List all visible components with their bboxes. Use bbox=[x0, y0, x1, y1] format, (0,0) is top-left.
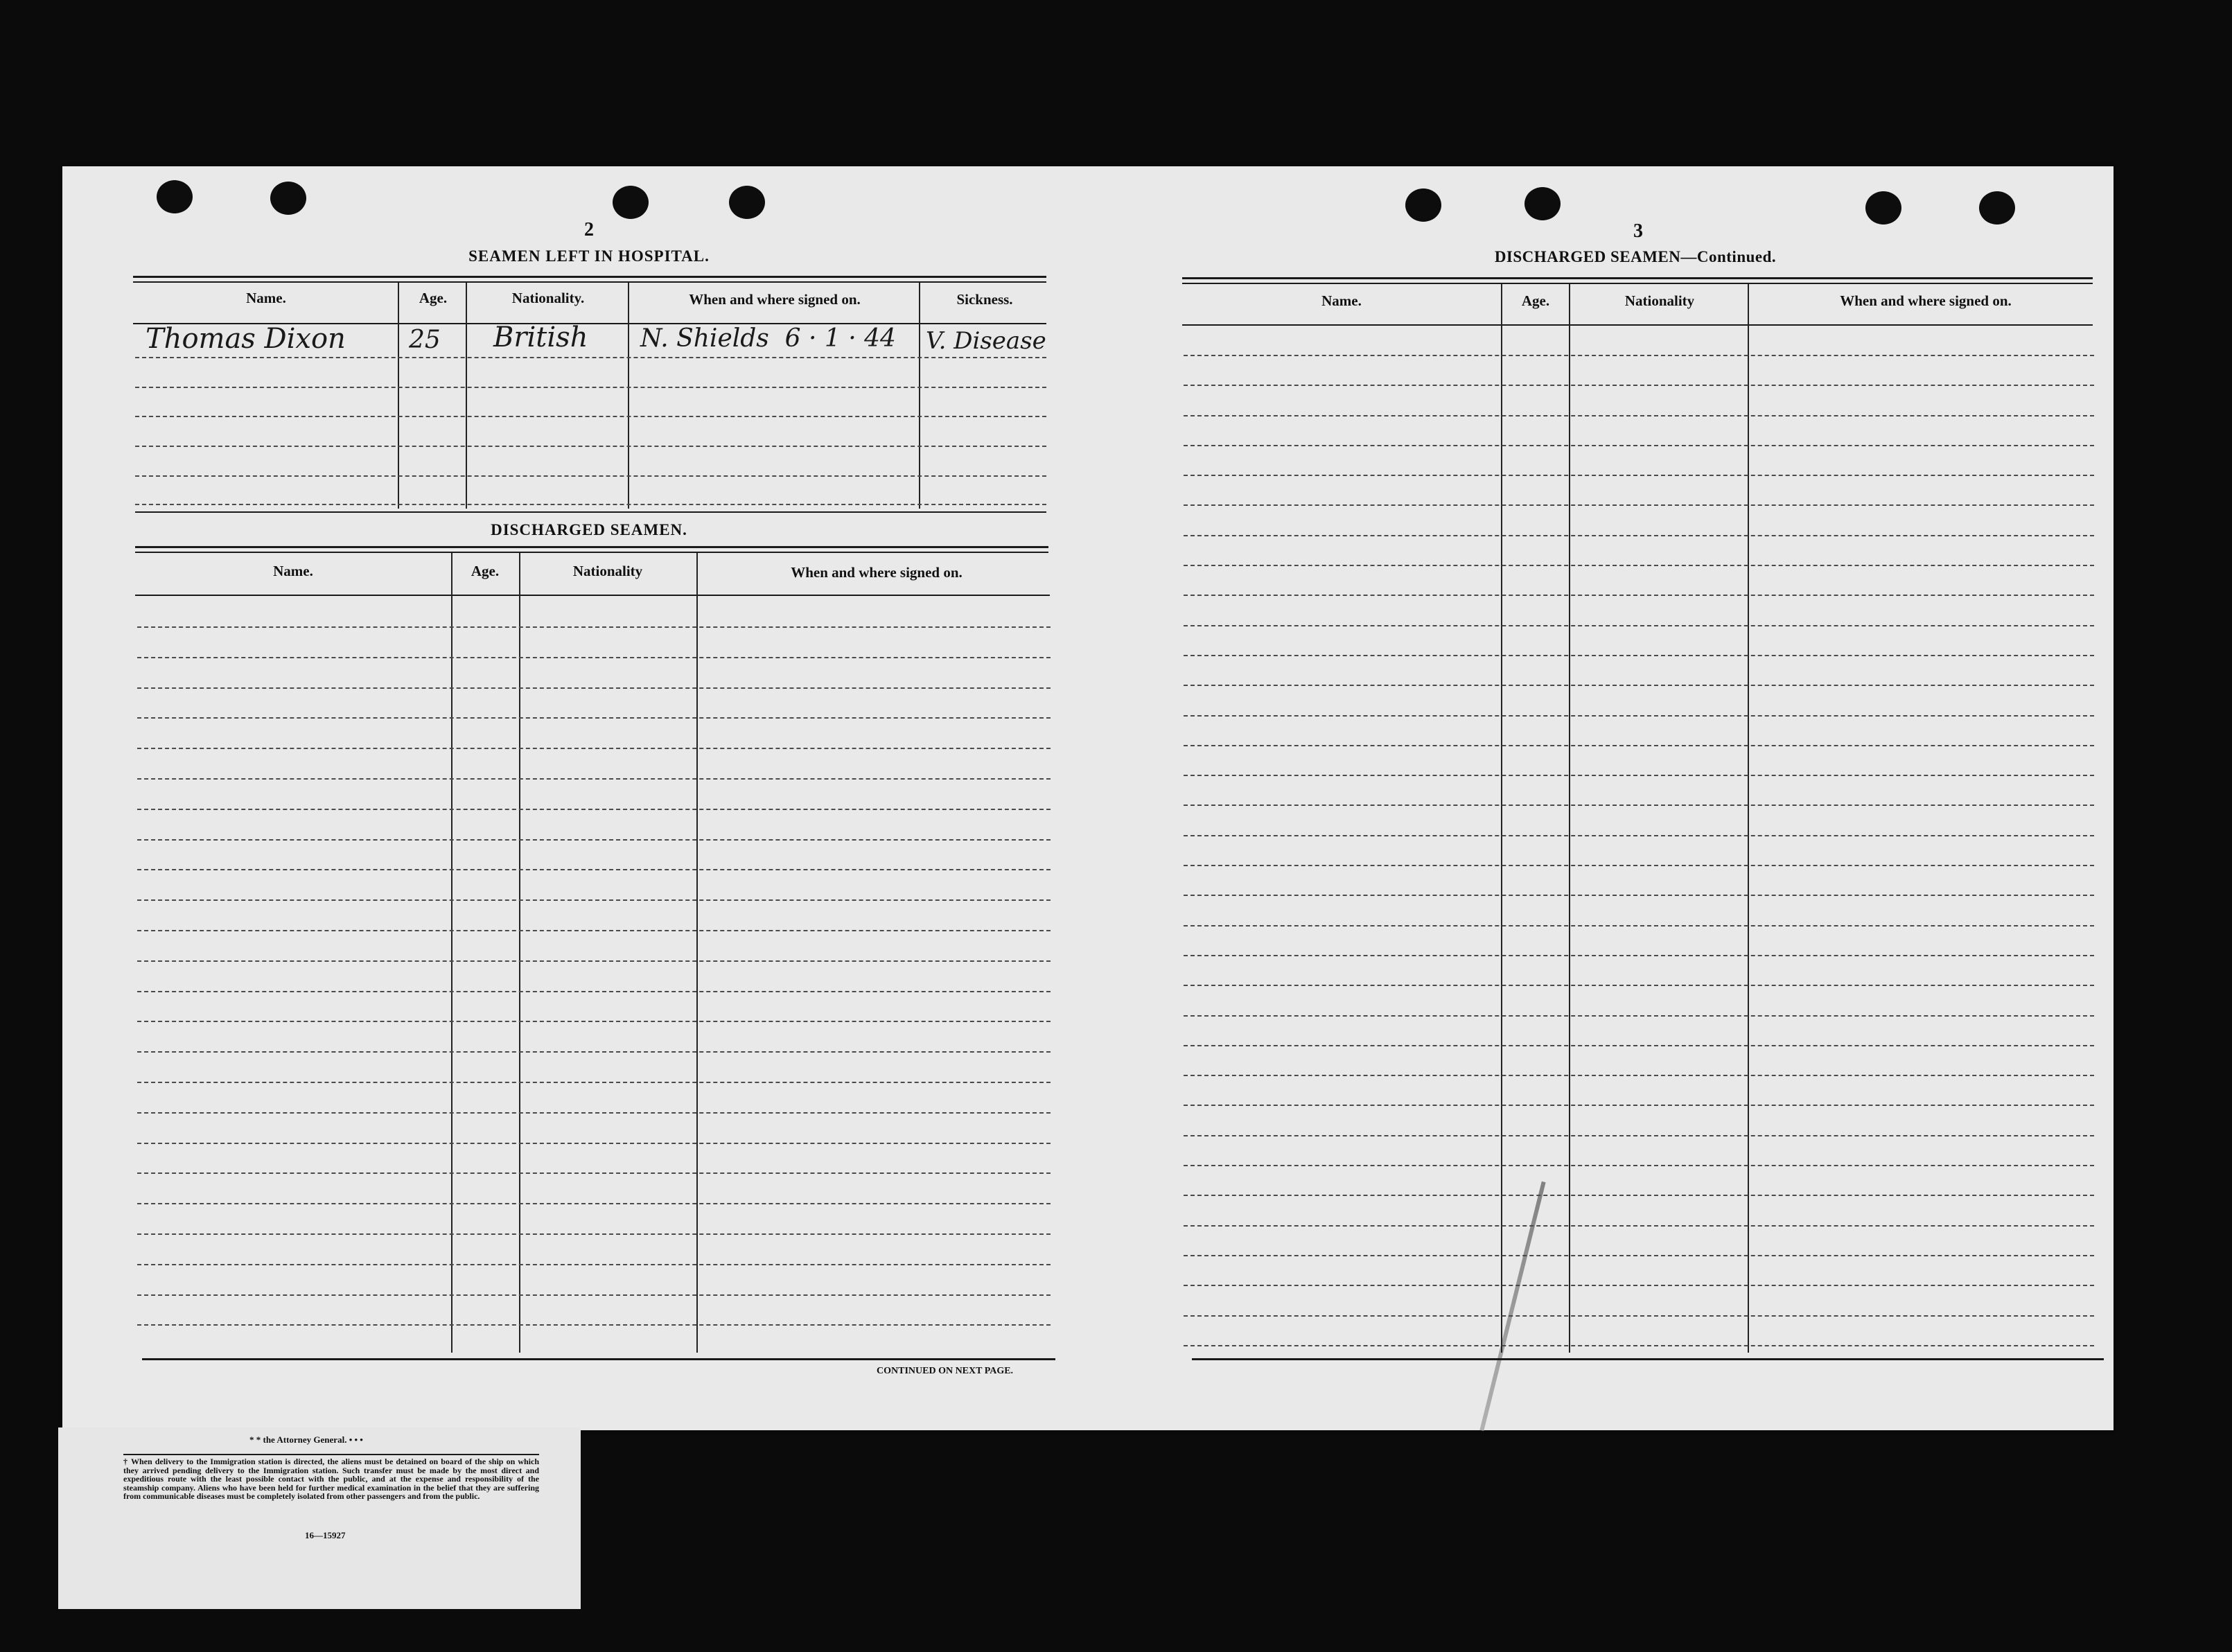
entry-line bbox=[1184, 955, 2094, 956]
entry-line bbox=[1184, 715, 2094, 717]
entry-line bbox=[1184, 895, 2094, 896]
entry-line bbox=[1184, 835, 2094, 836]
entry-line bbox=[137, 748, 1051, 749]
entry-line bbox=[137, 1143, 1051, 1144]
rule bbox=[1182, 277, 2093, 279]
entry-line bbox=[135, 475, 1046, 477]
entry-line bbox=[1184, 1285, 2094, 1286]
punch-hole bbox=[1405, 188, 1441, 222]
entry-line bbox=[1184, 1225, 2094, 1227]
discharged-section-title: DISCHARGED SEAMEN. bbox=[491, 521, 687, 538]
col-header-age: Age. bbox=[1521, 292, 1550, 309]
hospital-section-title: SEAMEN LEFT IN HOSPITAL. bbox=[468, 247, 710, 265]
entry-line bbox=[137, 1203, 1051, 1204]
entry-line bbox=[1184, 865, 2094, 866]
entry-line bbox=[137, 717, 1051, 719]
entry-line bbox=[1184, 1075, 2094, 1076]
entry-line bbox=[135, 446, 1046, 447]
hospital-entry-age: 25 bbox=[409, 326, 441, 354]
entry-line bbox=[1184, 1045, 2094, 1046]
entry-line bbox=[1184, 1105, 2094, 1106]
entry-line bbox=[137, 1051, 1051, 1053]
col-header-nationality: Nationality bbox=[1624, 292, 1695, 309]
punch-hole bbox=[270, 182, 306, 215]
col-header-name: Name. bbox=[273, 563, 313, 579]
col-header-nationality: Nationality. bbox=[511, 290, 585, 306]
entry-line bbox=[1184, 1165, 2094, 1166]
page-number-right: 3 bbox=[1633, 220, 1643, 242]
entry-line bbox=[1184, 805, 2094, 806]
entry-line bbox=[1184, 415, 2094, 416]
col-header-age: Age. bbox=[471, 563, 500, 579]
entry-line bbox=[137, 991, 1051, 992]
entry-line bbox=[1184, 1015, 2094, 1017]
form-number: 16—15927 bbox=[305, 1530, 346, 1540]
punch-hole bbox=[613, 186, 649, 219]
col-header-name: Name. bbox=[246, 290, 286, 306]
rule bbox=[135, 552, 1048, 553]
entry-line bbox=[137, 1172, 1051, 1174]
entry-line bbox=[137, 1264, 1051, 1265]
col-header-sickness: Sickness. bbox=[956, 291, 1013, 308]
col-header-age: Age. bbox=[419, 290, 448, 306]
entry-line bbox=[1184, 1135, 2094, 1136]
entry-line bbox=[1184, 1195, 2094, 1196]
col-divider bbox=[519, 553, 520, 1353]
entry-line bbox=[135, 416, 1046, 417]
entry-line bbox=[137, 899, 1051, 901]
entry-line bbox=[1184, 985, 2094, 986]
entry-line bbox=[1184, 445, 2094, 446]
entry-line bbox=[1184, 1255, 2094, 1256]
discharged-continued-title: DISCHARGED SEAMEN—Continued. bbox=[1494, 248, 1777, 265]
hospital-entry-signed-on: N. Shields 6 · 1 · 44 bbox=[640, 324, 896, 353]
rule bbox=[1182, 283, 2093, 284]
entry-line bbox=[137, 1233, 1051, 1235]
punch-hole bbox=[157, 180, 193, 213]
entry-line bbox=[137, 1082, 1051, 1083]
slip-rule bbox=[123, 1454, 539, 1455]
entry-line bbox=[137, 1112, 1051, 1114]
entry-line bbox=[137, 657, 1051, 658]
rule bbox=[1192, 1358, 2104, 1360]
entry-line bbox=[137, 1021, 1051, 1022]
entry-line bbox=[1184, 565, 2094, 566]
continued-note: CONTINUED ON NEXT PAGE. bbox=[877, 1366, 1014, 1376]
header-rule bbox=[1182, 324, 2093, 326]
entry-line bbox=[137, 1294, 1051, 1296]
entry-line bbox=[1184, 655, 2094, 656]
entry-line bbox=[1184, 775, 2094, 776]
entry-line bbox=[137, 809, 1051, 810]
rule bbox=[135, 546, 1048, 548]
punch-hole bbox=[729, 186, 765, 219]
entry-line bbox=[1184, 685, 2094, 686]
col-header-nationality: Nationality bbox=[572, 563, 643, 579]
entry-line bbox=[1184, 475, 2094, 476]
header-rule bbox=[135, 595, 1050, 596]
hospital-entry-sickness: V. Disease bbox=[926, 327, 1046, 355]
entry-line bbox=[1184, 385, 2094, 386]
rule bbox=[135, 511, 1046, 513]
entry-line bbox=[137, 839, 1051, 841]
entry-line bbox=[1184, 504, 2094, 506]
page-number-left: 2 bbox=[584, 219, 594, 240]
entry-line bbox=[137, 960, 1051, 962]
col-divider bbox=[451, 553, 452, 1353]
entry-line bbox=[135, 504, 1046, 505]
rule bbox=[133, 276, 1046, 278]
entry-line bbox=[135, 357, 1046, 358]
col-divider bbox=[696, 553, 698, 1353]
cut-line-text: * * the Attorney General. • • • bbox=[249, 1434, 363, 1445]
rule bbox=[142, 1358, 1055, 1360]
entry-line bbox=[1184, 925, 2094, 926]
entry-line bbox=[137, 869, 1051, 870]
entry-line bbox=[1184, 595, 2094, 596]
entry-line bbox=[137, 1324, 1051, 1326]
hospital-entry-name: Thomas Dixon bbox=[146, 323, 346, 355]
entry-line bbox=[135, 387, 1046, 388]
entry-line bbox=[137, 687, 1051, 689]
entry-line bbox=[1184, 355, 2094, 356]
entry-line bbox=[1184, 1345, 2094, 1346]
col-header-signed-on: When and where signed on. bbox=[1840, 292, 2012, 309]
entry-line bbox=[1184, 535, 2094, 536]
punch-hole bbox=[1524, 187, 1561, 220]
col-header-signed-on: When and where signed on. bbox=[689, 291, 861, 308]
col-header-signed-on: When and where signed on. bbox=[791, 564, 963, 581]
punch-hole bbox=[1865, 191, 1901, 225]
entry-line bbox=[137, 626, 1051, 628]
entry-line bbox=[137, 930, 1051, 931]
hospital-entry-nationality: British bbox=[493, 322, 588, 353]
rule bbox=[133, 281, 1046, 283]
entry-line bbox=[1184, 625, 2094, 626]
entry-line bbox=[137, 778, 1051, 780]
col-header-name: Name. bbox=[1321, 292, 1362, 309]
entry-line bbox=[1184, 1315, 2094, 1317]
punch-hole bbox=[1979, 191, 2015, 225]
footnote-text: † When delivery to the Immigration station is directed, the aliens must be detained on board of the ship on which they arrived pending delivery to the Immigration station. Such transfer must be made by the most direct and expeditious route with the least possible contact with the public, and at the expense and responsibility of the steamship company. Aliens who have been held for further medical examination in the belief that they are suffering from communicable diseases must be completely isolated from other passengers and from the public. bbox=[123, 1457, 539, 1501]
entry-line bbox=[1184, 745, 2094, 746]
